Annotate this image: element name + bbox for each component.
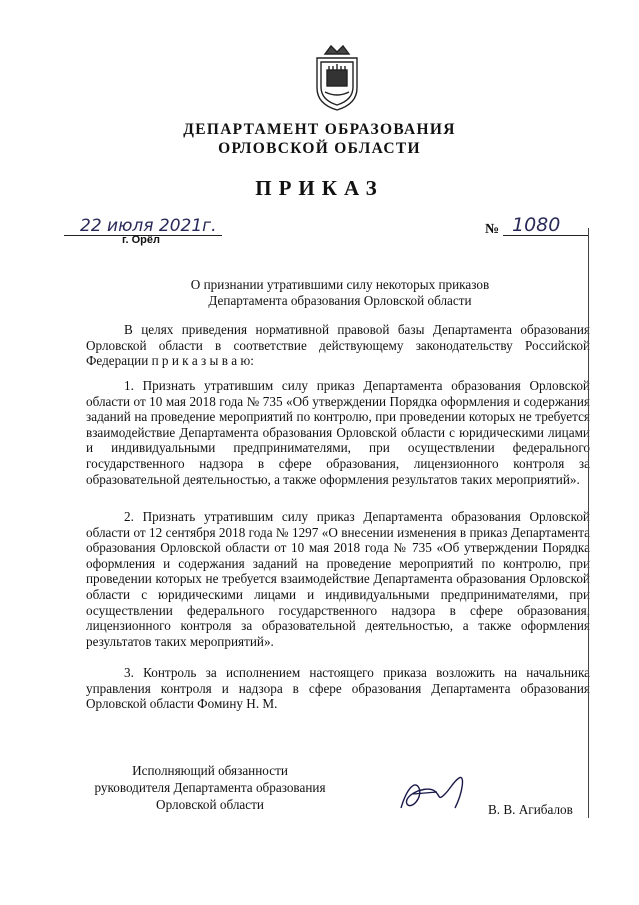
number-underline: [503, 235, 588, 236]
item-2-text: 2. Признать утратившим силу приказ Департамента образования Орловской области от 12 сентября 2018 года № 1297 «О внесении изменения в приказ Департамента образования Орловской области от 10 мая 2018 года № 735 «Об утверждении Порядка оформления и содержания заданий на проведение мероприятий по контролю, при проведении которых не требуется взаимодействие Департамента образования Орловской области с юридическими лицами и индивидуальными предпринимателями, при осуществлении федерального государственного надзора в сфере образования, лицензионного контроля за образовательной деятельностью, а также оформления результатов таких мероприятий».: [86, 509, 590, 649]
subject-line2: Департамента образования Орловской области: [208, 293, 472, 308]
subject-line1: О признании утратившими силу некоторых приказов: [190, 277, 490, 292]
signer-position-line2: руководителя Департамента образования: [94, 780, 326, 795]
order-number: 1080: [512, 214, 561, 236]
document-type-title: ПРИКАЗ: [255, 176, 384, 200]
department-name-line1: ДЕПАРТАМЕНТ ОБРАЗОВАНИЯ: [183, 121, 456, 138]
signer-position-line3: Орловской области: [156, 797, 264, 812]
preamble-text: В целях приведения нормативной правовой базы Департамента образования Орловской области в соответствие действующему законодательству Российской Федерации п р и к а з ы в а ю:: [86, 322, 590, 369]
preamble-paragraph: [86, 322, 590, 369]
department-name-line2: ОРЛОВСКОЙ ОБЛАСТИ: [218, 140, 421, 157]
handwritten-signature: [393, 768, 485, 816]
signer-name: В. В. Агибалов: [488, 802, 573, 817]
coat-of-arms-emblem: [311, 42, 363, 112]
item-1-text: 1. Признать утратившим силу приказ Департамента образования Орловской области от 10 мая 2018 года № 735 «Об утверждении Порядка оформления и содержания заданий на проведение мероприятий по контролю, при проведении которых не требуется взаимодействие Департамента образования Орловской области с юридическими лицами и индивидуальными предпринимателями, при осуществлении федерального государственного надзора в сфере образования, лицензионного контроля за образовательной деятельностью, а также оформления результатов таких мероприятий».: [86, 378, 590, 487]
number-sign: №: [485, 222, 500, 237]
item-3-text: 3. Контроль за исполнением настоящего приказа возложить на начальника управления контроля и надзора в сфере образования Департамента образования Орловской области Фомину Н. М.: [86, 665, 590, 712]
item-2-paragraph: [86, 509, 590, 649]
signer-position-line1: Исполняющий обязанности: [132, 763, 288, 778]
item-3-paragraph: [86, 665, 590, 712]
scan-margin-line: [588, 228, 589, 818]
item-1-paragraph: [86, 378, 590, 487]
order-date: 22 июля 2021г.: [80, 216, 217, 236]
city-label: г. Орёл: [122, 234, 160, 246]
